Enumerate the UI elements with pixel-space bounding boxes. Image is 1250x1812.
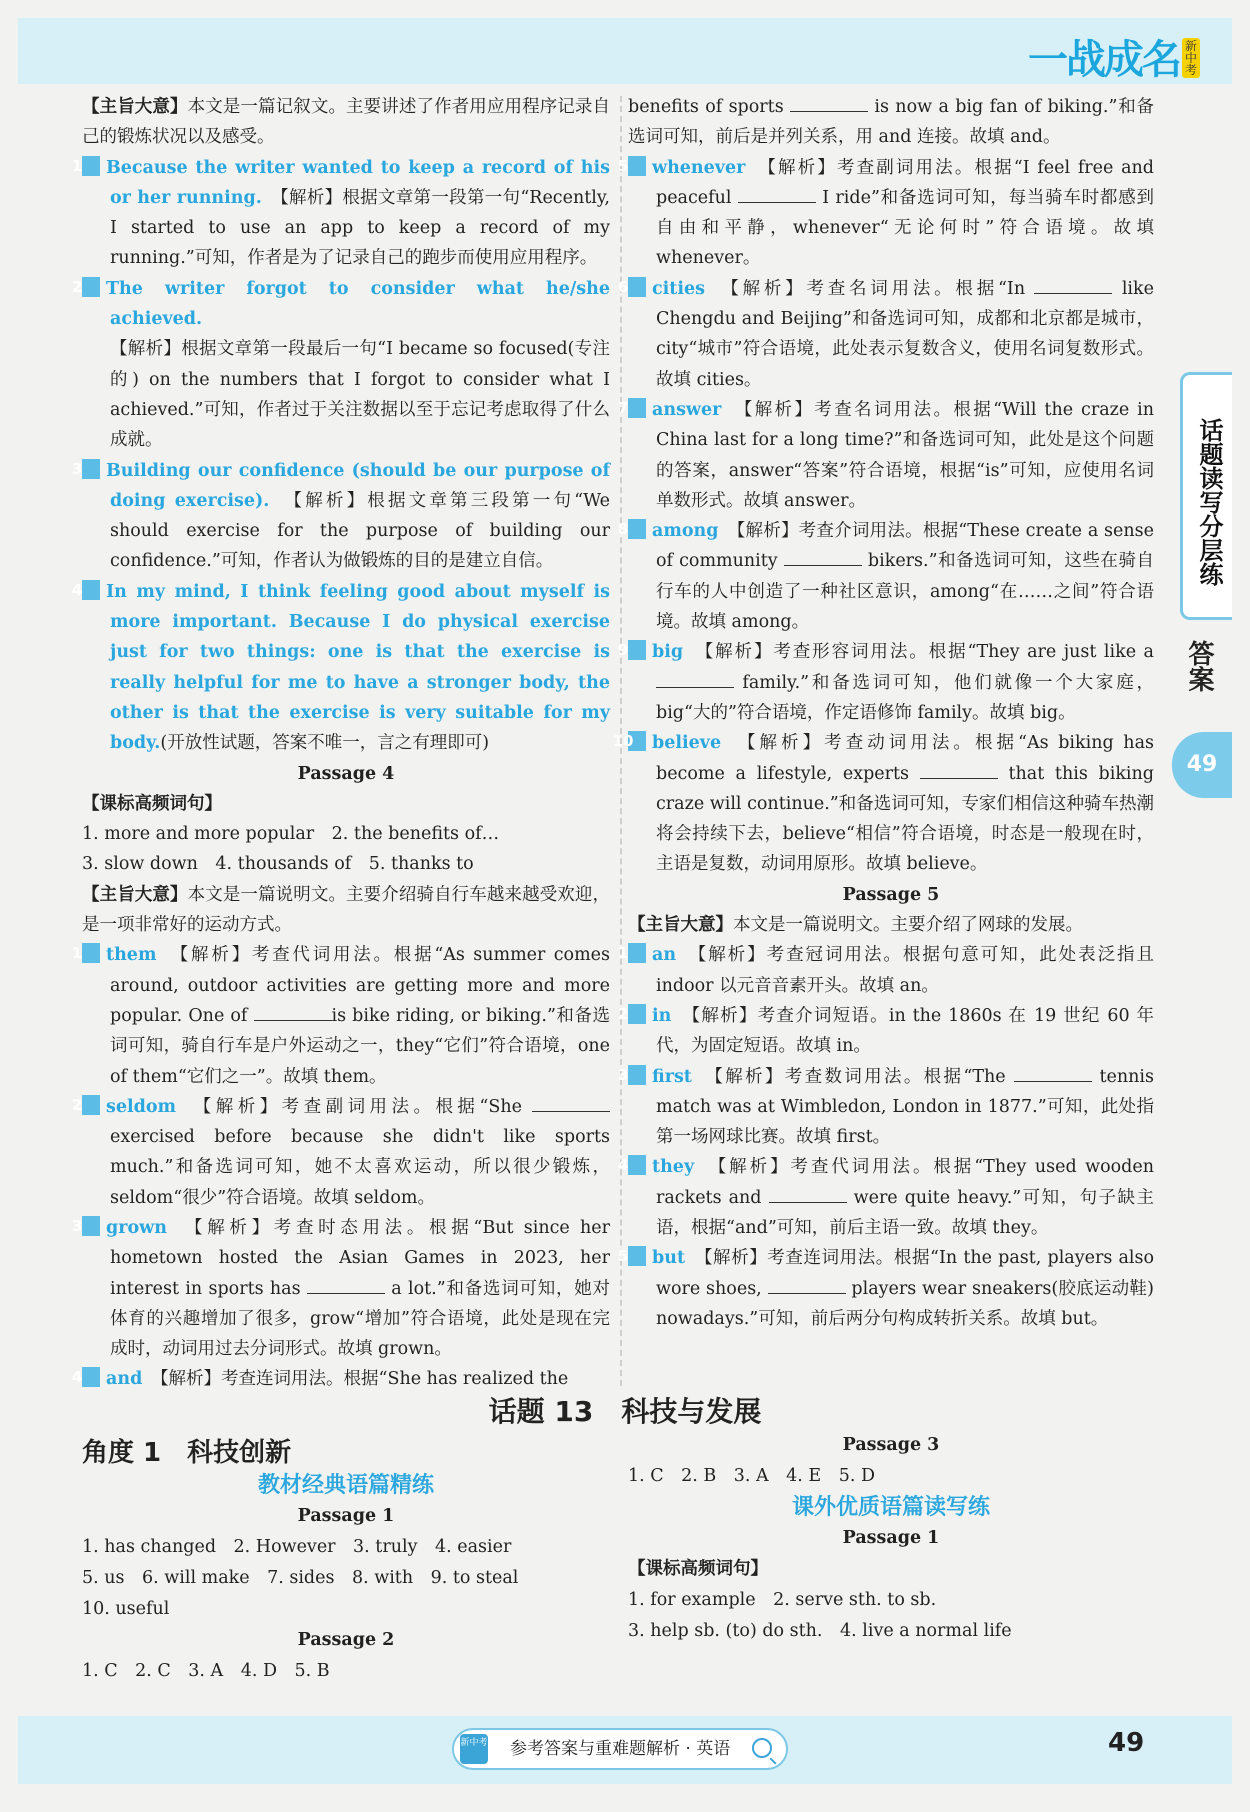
- answer-line: 1. C 2. B 3. A 4. E 5. D: [628, 1466, 875, 1486]
- answer-item: 1 them 【解析】考查代词用法。根据“As summer comes around, outdoor activities are getting more and more popular. One of is bike riding, or biking.”和备选词可知，骑自行车是户外运动之一，they“它们”符合语境，one of them“它们之一”。故填 them。: [71, 944, 611, 1087]
- passage-title: Passage 3: [842, 1435, 940, 1455]
- vocab-label: 【课标高频词句】: [628, 1559, 768, 1579]
- side-page-number: 49: [1172, 732, 1232, 798]
- answer-line: 5. us 6. will make 7. sides 8. with 9. to steal: [82, 1568, 519, 1588]
- answer-item: 1 an 【解析】考查冠词用法。根据句意可知，此处表泛指且 indoor 以元音音素开头。故填 an。: [617, 944, 1155, 996]
- brand-sub-badge: 新中考: [1182, 38, 1200, 78]
- footer-title: 参考答案与重难题解析 · 英语: [452, 1728, 788, 1770]
- side-answer-label: 答案: [1184, 640, 1214, 692]
- answer-item: 4 they 【解析】考查代词用法。根据“They used wooden rackets and were quite heavy.”可知，句子缺主语，根据“and”可知，前后主语一致。故填 they。: [617, 1156, 1155, 1238]
- search-icon: [752, 1738, 772, 1758]
- continued-text: benefits of sports is now a big fan of biking.”和备选词可知，前后是并列关系，用 and 连接。故填 and。: [628, 92, 1154, 153]
- passage-title: Passage 2: [297, 1630, 395, 1650]
- blank-line: [532, 1094, 610, 1112]
- passage-title: Passage 5: [842, 884, 940, 905]
- passage-title: Passage 1: [297, 1506, 395, 1526]
- answer-item: 4 In my mind, I think feeling good about myself is more important. Because I do physical exercise just for two things: one is that the exercise is really helpful for me to have a stronger body, the other is that the exercise is very suitable for my body.(开放性试题，答案不唯一，言之有理即可): [71, 580, 610, 754]
- vocab-label: 【课标高频词句】: [82, 793, 222, 814]
- answer-item: 5 whenever 【解析】考查副词用法。根据“I feel free and peaceful I ride”和备选词可知，每当骑车时都感到自由和平静，whenever“无论何时”符合语境。故填 whenever。: [617, 156, 1155, 269]
- summary: 【主旨大意】本文是一篇说明文。主要介绍骑自行车越来越受欢迎，是一项非常好的运动方式。: [82, 884, 611, 936]
- blank-line: [1034, 276, 1112, 294]
- lower-right: [628, 1430, 1154, 1647]
- answer-item: 5 but 【解析】考查连词用法。根据“In the past, players also wore shoes, players wear sneakers(胶底运动鞋) nowadays.”可知，前后两分句构成转折关系。故填 but。: [617, 1247, 1155, 1329]
- answer-item: 8 among 【解析】考查介词用法。根据“These create a sense of community bikers.”和备选词可知，这些在骑自行车的人中创造了一种社区意识，among“在……之间”符合语境。故填 among。: [617, 520, 1155, 633]
- answer-line: 10. useful: [82, 1599, 170, 1619]
- blank-line: [656, 670, 734, 688]
- right-column: [612, 92, 1155, 1334]
- summary: 【主旨大意】本文是一篇记叙文。主要讲述了作者用应用程序记录自己的锻炼状况以及感受。: [82, 97, 611, 148]
- angle-title: 角度 1 科技创新: [82, 1438, 292, 1468]
- blank-line: [784, 548, 862, 566]
- blank-line: [920, 761, 998, 779]
- answer-item: 3 first 【解析】考查数词用法。根据“The tennis match was at Wimbledon, London in 1877.”可知，此处指第一场网球比赛。故填 first。: [617, 1065, 1154, 1148]
- brand-logo: 一战成名: [1028, 37, 1180, 83]
- page-number: 49: [1108, 1728, 1145, 1758]
- vocab-line: 3. help sb. (to) do sth. 4. live a normal life: [628, 1621, 1012, 1641]
- answer-item: 2 The writer forgot to consider what he/she achieved. 【解析】根据文章第一段最后一句“I became so focused(专注的) on the numbers that I forgot to consider what I achieved.”可知，作者过于关注数据以至于忘记考虑取得了什么成就。: [71, 277, 610, 451]
- blank-line: [769, 1185, 847, 1203]
- left-column: [71, 92, 611, 1395]
- blank-line: [790, 94, 868, 112]
- answer-item: 6 cities 【解析】考查名词用法。根据“In like Chengdu and Beijing”和备选词可知，成都和北京都是城市，city“城市”符合语境，此处表示复数含义，使用名词复数形式。故填 cities。: [617, 277, 1154, 390]
- vocab-line: 1. more and more popular 2. the benefits of…: [82, 824, 500, 845]
- answer-item: 1 Because the writer wanted to keep a record of his or her running. 【解析】根据文章第一段第一句“Recently, I started to use an app to keep a record of my running.”可知，作者是为了记录自己的跑步而使用应用程序。: [71, 156, 610, 269]
- lower-left: [82, 1470, 610, 1687]
- answer-item: 2 seldom 【解析】考查副词用法。根据“She exercised before because she didn't like sports much.”和备选词可知，她不太喜欢运动，所以很少锻炼，seldom“很少”符合语境。故填 seldom。: [71, 1095, 610, 1208]
- blank-line: [1014, 1064, 1092, 1082]
- section-title: 话题 13 科技与发展: [488, 1395, 762, 1428]
- answer-item: 7 answer 【解析】考查名词用法。根据“Will the craze in China last for a long time?”和备选词可知，此处是这个问题的答案，answer“答案”符合语境，根据“is”可知，应使用名词单数形式。故填 answer。: [617, 398, 1154, 511]
- blank-line: [738, 185, 816, 203]
- answer-item: 9 big 【解析】考查形容词用法。根据“They are just like a family.”和备选词可知，他们就像一个大家庭，big“大的”符合语境，作定语修饰 family。故填 big。: [617, 641, 1154, 723]
- vocab-line: 1. for example 2. serve sth. to sb.: [628, 1590, 937, 1610]
- answer-line: 1. has changed 2. However 3. truly 4. easier: [82, 1537, 512, 1557]
- passage-title: Passage 1: [842, 1528, 940, 1548]
- blank-line: [768, 1276, 846, 1294]
- blank-line: [307, 1276, 385, 1294]
- passage-title: Passage 4: [297, 763, 395, 784]
- summary: 【主旨大意】本文是一篇说明文。主要介绍了网球的发展。: [628, 915, 1083, 936]
- blank-line: [254, 1003, 332, 1021]
- answer-line: 1. C 2. C 3. A 4. D 5. B: [82, 1661, 330, 1681]
- side-topic-tab: 话题读写分层练: [1180, 372, 1232, 620]
- answer-item: 3 grown 【解析】考查时态用法。根据“But since her hometown hosted the Asian Games in 2023, her interest in sports has a lot.”和备选词可知，她对体育的兴趣增加了很多，grow“增加”符合语境，此处是现在完成时，动词用过去分词形式。故填 grown。: [71, 1216, 611, 1360]
- answer-item: 2 in 【解析】考查介词短语。in the 1860s 在 19 世纪 60 年代，为固定短语。故填 in。: [617, 1004, 1154, 1057]
- footer-badge: 新中考: [460, 1734, 488, 1764]
- answer-item: 3 Building our confidence (should be our purpose of doing exercise). 【解析】根据文章第三段第一句“We should exercise for the purpose of building our confidence.”可知，作者认为做锻炼的目的是建立自信。: [71, 459, 610, 572]
- subsection-title: 课外优质语篇读写练: [791, 1495, 990, 1520]
- answer-item: 4 and 【解析】考查连词用法。根据“She has realized the: [71, 1368, 569, 1390]
- answer-item: 10 believe 【解析】考查动词用法。根据“As biking has become a lifestyle, experts that this biking craze will continue.”和备选词可知，专家们相信这种骑车热潮将会持续下去，believe“相信”符合语境，时态是一般现在时，主语是复数，动词用原形。故填 believe。: [612, 732, 1154, 875]
- subsection-title: 教材经典语篇精练: [257, 1473, 434, 1498]
- vocab-line: 3. slow down 4. thousands of 5. thanks to: [82, 854, 474, 875]
